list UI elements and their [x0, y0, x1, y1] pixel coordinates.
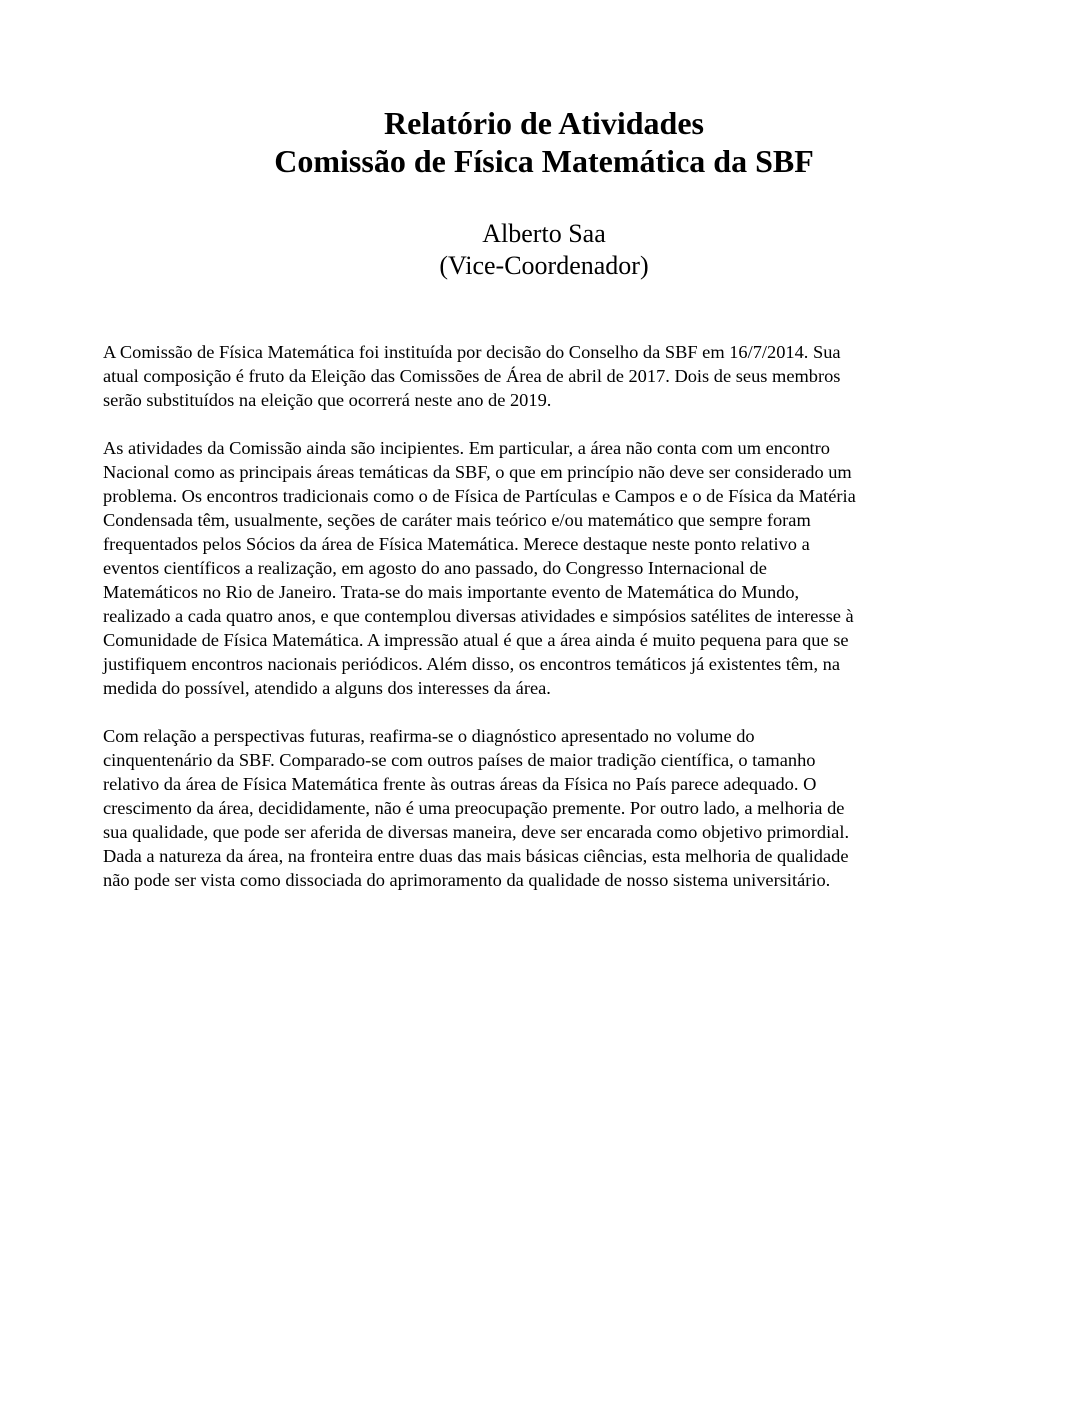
paragraph-line: não pode ser vista como dissociada do aprimoramento da qualidade de nosso sistema universitário. [103, 870, 831, 890]
paragraph-line: serão substituídos na eleição que ocorrerá neste ano de 2019. [103, 390, 552, 410]
paragraph-line: justifiquem encontros nacionais periódicos. Além disso, os encontros temáticos já existentes têm, na [103, 654, 840, 674]
paragraph-3 [103, 724, 983, 892]
paragraph-2 [103, 436, 983, 700]
author-role: (Vice-Coordenador) [439, 251, 649, 280]
paragraph-line: Matemáticos no Rio de Janeiro. Trata-se do mais importante evento de Matemática do Mundo, [103, 582, 800, 602]
document-subtitle: Comissão de Física Matemática da SBF [274, 143, 814, 179]
paragraph-line: atual composição é fruto da Eleição das Comissões de Área de abril de 2017. Dois de seus membros [103, 366, 841, 386]
paragraph-line: problema. Os encontros tradicionais como o de Física de Partículas e Campos e o de Física da Matéria [103, 486, 856, 506]
paragraph-line: sua qualidade, que pode ser aferida de diversas maneira, deve ser encarada como objetivo primordial. [103, 822, 850, 842]
document-body [103, 340, 983, 916]
author-block [0, 218, 1088, 282]
paragraph-line: Condensada têm, usualmente, seções de caráter mais teórico e/ou matemático que sempre foram [103, 510, 811, 530]
title-block [0, 104, 1088, 180]
paragraph-line: realizado a cada quatro anos, e que contemplou diversas atividades e simpósios satélites de interesse à [103, 606, 854, 626]
paragraph-line: Comunidade de Física Matemática. A impressão atual é que a área ainda é muito pequena para que se [103, 630, 849, 650]
author-name: Alberto Saa [482, 219, 606, 248]
paragraph-line: Com relação a perspectivas futuras, reafirma-se o diagnóstico apresentado no volume do [103, 726, 755, 746]
paragraph-line: Nacional como as principais áreas temáticas da SBF, o que em princípio não deve ser considerado um [103, 462, 852, 482]
paragraph-line: eventos científicos a realização, em agosto do ano passado, do Congresso Internacional de [103, 558, 767, 578]
paragraph-line: crescimento da área, decididamente, não é uma preocupação premente. Por outro lado, a melhoria de [103, 798, 845, 818]
paragraph-line: As atividades da Comissão ainda são incipientes. Em particular, a área não conta com um encontro [103, 438, 830, 458]
document-title: Relatório de Atividades [384, 105, 704, 141]
paragraph-line: A Comissão de Física Matemática foi instituída por decisão do Conselho da SBF em 16/7/2014. Sua [103, 342, 841, 362]
paragraph-line: frequentados pelos Sócios da área de Física Matemática. Merece destaque neste ponto relativo a [103, 534, 810, 554]
paragraph-line: medida do possível, atendido a alguns dos interesses da área. [103, 678, 551, 698]
paragraph-line: relativo da área de Física Matemática frente às outras áreas da Física no País parece adequado. O [103, 774, 817, 794]
paragraph-1 [103, 340, 983, 412]
paragraph-line: Dada a natureza da área, na fronteira entre duas das mais básicas ciências, esta melhoria de qualidade [103, 846, 849, 866]
paragraph-line: cinquentenário da SBF. Comparado-se com outros países de maior tradição científica, o tamanho [103, 750, 816, 770]
